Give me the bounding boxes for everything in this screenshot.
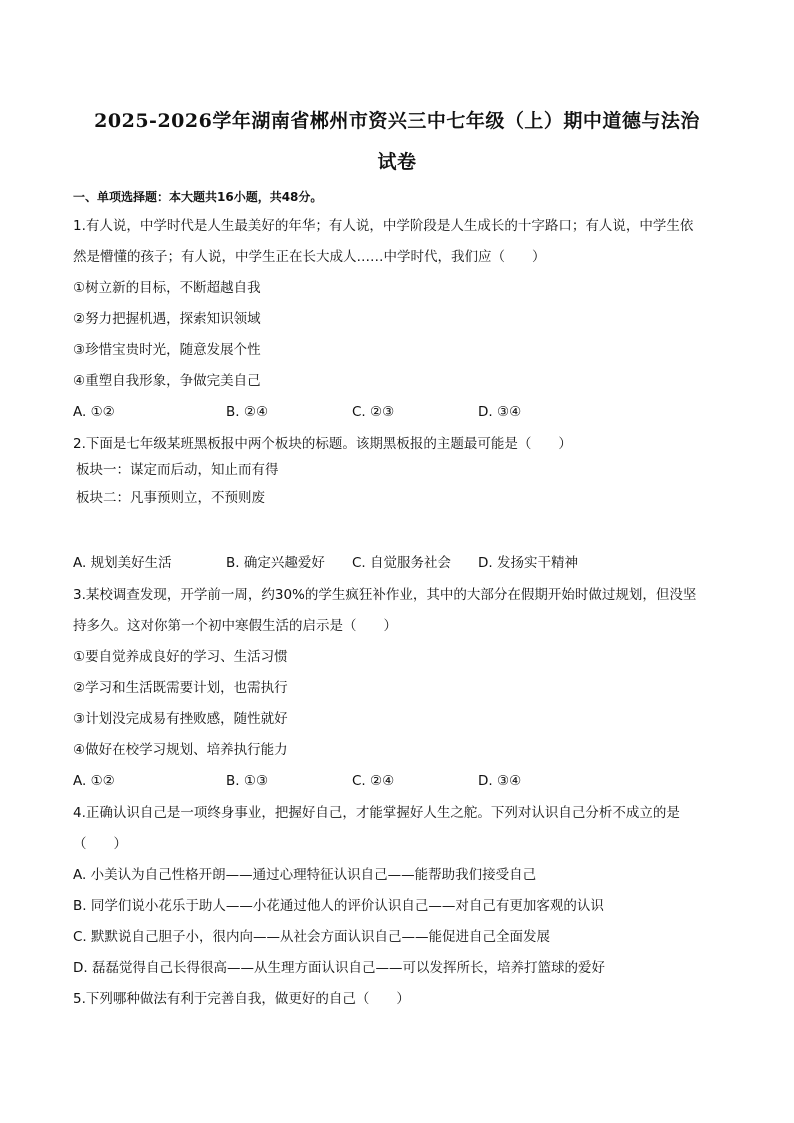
question-1-stem-line1: 1.有人说，中学时代是人生最美好的年华；有人说，中学阶段是人生成长的十字路口；有人说，中学生依 [73, 218, 694, 234]
question-3-item-3: ③计划没完成易有挫败感，随性就好 [73, 711, 288, 727]
question-1-stem-line2: 然是懵懂的孩子；有人说，中学生正在长大成人……中学时代，我们应（ ） [73, 249, 546, 265]
question-3-option-c: C. ②④ [352, 773, 395, 789]
question-4-option-c: C. 默默说自己胆子小，很内向——从社会方面认识自己——能促进自己全面发展 [73, 929, 551, 945]
question-3-item-4: ④做好在校学习规划、培养执行能力 [73, 742, 288, 758]
question-3-stem-line2: 持多久。这对你第一个初中寒假生活的启示是（ ） [73, 618, 397, 634]
question-2-option-b: B. 确定兴趣爱好 [226, 555, 325, 571]
question-4-option-a: A. 小美认为自己性格开朗——通过心理特征认识自己——能帮助我们接受自己 [73, 867, 537, 883]
question-3-option-a: A. ①② [73, 773, 115, 789]
question-3-item-1: ①要自觉养成良好的学习、生活习惯 [73, 649, 288, 665]
question-4-option-d: D. 磊磊觉得自己长得很高——从生理方面认识自己——可以发挥所长，培养打篮球的爱好 [73, 960, 605, 976]
question-2-option-c: C. 自觉服务社会 [352, 555, 452, 571]
question-4-option-b: B. 同学们说小花乐于助人——小花通过他人的评价认识自己——对自己有更加客观的认识 [73, 898, 604, 914]
question-1-option-d: D. ③④ [478, 404, 522, 420]
question-1-item-4: ④重塑自我形象，争做完美自己 [73, 373, 261, 389]
question-1-item-2: ②努力把握机遇，探索知识领域 [73, 311, 261, 327]
question-3-stem-line1: 3.某校调查发现，开学前一周，约30%的学生疯狂补作业，其中的大部分在假期开始时做过规划，但没坚 [73, 587, 697, 603]
question-4-stem-line2: （ ） [73, 836, 127, 852]
question-3-option-d: D. ③④ [478, 773, 522, 789]
question-3-option-b: B. ①③ [226, 773, 269, 789]
question-1-item-3: ③珍惜宝贵时光，随意发展个性 [73, 342, 261, 358]
question-1-option-c: C. ②③ [352, 404, 395, 420]
question-3-item-2: ②学习和生活既需要计划，也需执行 [73, 680, 288, 696]
question-2-stem: 2.下面是七年级某班黑板报中两个板块的标题。该期黑板报的主题最可能是（ ） [73, 436, 572, 452]
question-1-option-a: A. ①② [73, 404, 115, 420]
exam-title-line1: 2025-2026学年湖南省郴州市资兴三中七年级（上）期中道德与法治 [94, 110, 700, 132]
question-2-item-2: 板块二：凡事预则立，不预则废 [76, 490, 265, 506]
exam-title-line2: 试卷 [377, 151, 417, 173]
question-5-stem: 5.下列哪种做法有利于完善自我，做更好的自己（ ） [73, 991, 410, 1007]
question-2-option-d: D. 发扬实干精神 [478, 555, 578, 571]
question-2-item-1: 板块一：谋定而后动，知止而有得 [76, 462, 279, 478]
question-2-option-a: A. 规划美好生活 [73, 555, 172, 571]
question-1-item-1: ①树立新的目标，不断超越自我 [73, 280, 261, 296]
question-4-stem-line1: 4.正确认识自己是一项终身事业，把握好自己，才能掌握好人生之舵。下列对认识自己分析不成立的是 [73, 805, 680, 821]
section-heading: 一、单项选择题：本大题共16小题，共48分。 [73, 190, 323, 204]
question-1-option-b: B. ②④ [226, 404, 269, 420]
